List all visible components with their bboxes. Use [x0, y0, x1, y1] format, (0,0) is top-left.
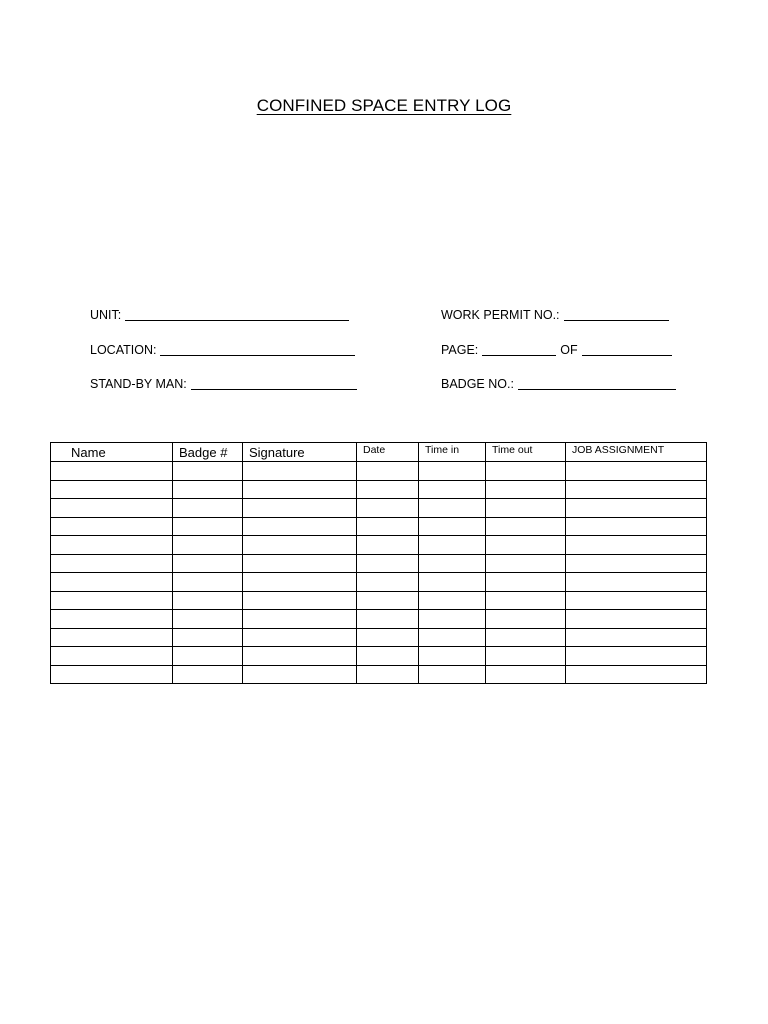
- time-out-cell[interactable]: [486, 591, 566, 610]
- signature-cell[interactable]: [243, 554, 357, 573]
- name-cell[interactable]: [51, 517, 173, 536]
- table-row: [51, 499, 707, 518]
- job-assignment-cell[interactable]: [566, 554, 707, 573]
- job-assignment-cell[interactable]: [566, 647, 707, 666]
- time-out-cell[interactable]: [486, 554, 566, 573]
- column-header-name: Name: [51, 443, 173, 462]
- page-label: PAGE:: [441, 343, 479, 357]
- column-header-date: Date: [357, 443, 419, 462]
- date-cell[interactable]: [357, 610, 419, 629]
- work-permit-field: [441, 306, 669, 322]
- time-out-cell[interactable]: [486, 628, 566, 647]
- badge-no-input[interactable]: [518, 377, 676, 390]
- time-in-cell[interactable]: [419, 628, 486, 647]
- work-permit-input[interactable]: [564, 308, 669, 321]
- time-in-cell[interactable]: [419, 480, 486, 499]
- page-field: [441, 341, 672, 357]
- job-assignment-cell[interactable]: [566, 610, 707, 629]
- job-assignment-cell[interactable]: [566, 499, 707, 518]
- table-row: [51, 665, 707, 684]
- time-out-cell[interactable]: [486, 480, 566, 499]
- name-cell[interactable]: [51, 610, 173, 629]
- work-permit-label: WORK PERMIT NO.:: [441, 308, 560, 322]
- date-cell[interactable]: [357, 573, 419, 592]
- time-out-cell[interactable]: [486, 517, 566, 536]
- table-row: [51, 517, 707, 536]
- job-assignment-cell[interactable]: [566, 462, 707, 481]
- time-out-cell[interactable]: [486, 647, 566, 666]
- table-row: [51, 647, 707, 666]
- time-in-cell[interactable]: [419, 573, 486, 592]
- date-cell[interactable]: [357, 647, 419, 666]
- table-row: [51, 610, 707, 629]
- badge-cell[interactable]: [173, 499, 243, 518]
- time-in-cell[interactable]: [419, 591, 486, 610]
- name-cell[interactable]: [51, 573, 173, 592]
- signature-cell[interactable]: [243, 573, 357, 592]
- table-header-row: [51, 443, 707, 462]
- signature-cell[interactable]: [243, 517, 357, 536]
- signature-cell[interactable]: [243, 480, 357, 499]
- column-header-signature: Signature: [243, 443, 357, 462]
- name-cell[interactable]: [51, 665, 173, 684]
- location-label: LOCATION:: [90, 343, 157, 357]
- location-input[interactable]: [160, 343, 355, 356]
- date-cell[interactable]: [357, 628, 419, 647]
- time-in-cell[interactable]: [419, 462, 486, 481]
- name-cell[interactable]: [51, 499, 173, 518]
- table-row: [51, 536, 707, 555]
- page-of-label: OF: [560, 343, 578, 357]
- badge-no-field: [441, 375, 676, 391]
- job-assignment-cell[interactable]: [566, 480, 707, 499]
- time-in-cell[interactable]: [419, 499, 486, 518]
- table-row: [51, 480, 707, 499]
- job-assignment-cell[interactable]: [566, 591, 707, 610]
- page-title: CONFINED SPACE ENTRY LOG: [256, 96, 512, 115]
- badge-cell[interactable]: [173, 628, 243, 647]
- time-out-cell[interactable]: [486, 665, 566, 684]
- time-out-cell[interactable]: [486, 499, 566, 518]
- date-cell[interactable]: [357, 591, 419, 610]
- time-out-cell[interactable]: [486, 462, 566, 481]
- table-row: [51, 573, 707, 592]
- unit-field: [90, 306, 349, 322]
- column-header-time-out: Time out: [486, 443, 566, 462]
- name-cell[interactable]: [51, 536, 173, 555]
- date-cell[interactable]: [357, 536, 419, 555]
- unit-input[interactable]: [125, 308, 349, 321]
- unit-label: UNIT:: [90, 308, 122, 322]
- name-cell[interactable]: [51, 554, 173, 573]
- signature-cell[interactable]: [243, 499, 357, 518]
- time-in-cell[interactable]: [419, 517, 486, 536]
- name-cell[interactable]: [51, 628, 173, 647]
- badge-cell[interactable]: [173, 517, 243, 536]
- badge-no-label: BADGE NO.:: [441, 377, 514, 391]
- job-assignment-cell[interactable]: [566, 665, 707, 684]
- date-cell[interactable]: [357, 462, 419, 481]
- table-row: [51, 628, 707, 647]
- name-cell[interactable]: [51, 462, 173, 481]
- badge-cell[interactable]: [173, 480, 243, 499]
- badge-cell[interactable]: [173, 591, 243, 610]
- signature-cell[interactable]: [243, 536, 357, 555]
- time-in-cell[interactable]: [419, 647, 486, 666]
- table-body: [51, 462, 707, 684]
- time-out-cell[interactable]: [486, 610, 566, 629]
- entry-log-table: [50, 442, 707, 684]
- signature-cell[interactable]: [243, 610, 357, 629]
- badge-cell[interactable]: [173, 610, 243, 629]
- table-row: [51, 554, 707, 573]
- time-out-cell[interactable]: [486, 536, 566, 555]
- column-header-time-in: Time in: [419, 443, 486, 462]
- time-in-cell[interactable]: [419, 665, 486, 684]
- time-out-cell[interactable]: [486, 573, 566, 592]
- signature-cell[interactable]: [243, 647, 357, 666]
- badge-cell[interactable]: [173, 665, 243, 684]
- badge-cell[interactable]: [173, 573, 243, 592]
- date-cell[interactable]: [357, 480, 419, 499]
- page-input[interactable]: [482, 343, 556, 356]
- badge-cell[interactable]: [173, 536, 243, 555]
- signature-cell[interactable]: [243, 462, 357, 481]
- standby-man-input[interactable]: [191, 377, 357, 390]
- table-row: [51, 591, 707, 610]
- column-header-job-assignment: JOB ASSIGNMENT: [566, 443, 707, 462]
- signature-cell[interactable]: [243, 628, 357, 647]
- name-cell[interactable]: [51, 647, 173, 666]
- date-cell[interactable]: [357, 499, 419, 518]
- page-of-input[interactable]: [582, 343, 672, 356]
- job-assignment-cell[interactable]: [566, 536, 707, 555]
- name-cell[interactable]: [51, 480, 173, 499]
- date-cell[interactable]: [357, 517, 419, 536]
- column-header-badge: Badge #: [173, 443, 243, 462]
- badge-cell[interactable]: [173, 647, 243, 666]
- signature-cell[interactable]: [243, 591, 357, 610]
- standby-man-field: [90, 375, 357, 391]
- badge-cell[interactable]: [173, 462, 243, 481]
- time-in-cell[interactable]: [419, 536, 486, 555]
- job-assignment-cell[interactable]: [566, 517, 707, 536]
- time-in-cell[interactable]: [419, 554, 486, 573]
- table-row: [51, 462, 707, 481]
- job-assignment-cell[interactable]: [566, 573, 707, 592]
- job-assignment-cell[interactable]: [566, 628, 707, 647]
- standby-man-label: STAND-BY MAN:: [90, 377, 187, 391]
- date-cell[interactable]: [357, 665, 419, 684]
- location-field: [90, 341, 355, 357]
- name-cell[interactable]: [51, 591, 173, 610]
- date-cell[interactable]: [357, 554, 419, 573]
- badge-cell[interactable]: [173, 554, 243, 573]
- signature-cell[interactable]: [243, 665, 357, 684]
- time-in-cell[interactable]: [419, 610, 486, 629]
